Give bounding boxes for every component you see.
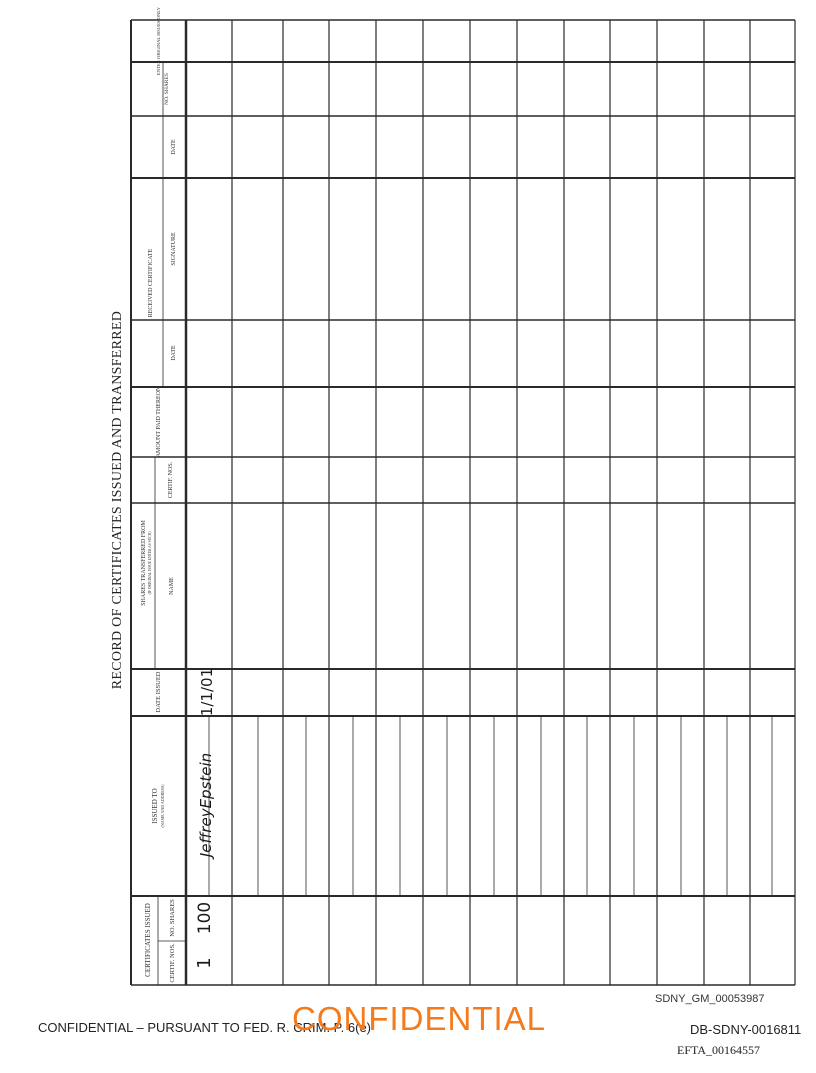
header-transfer-certif-nos: CERTIF. NOS. <box>168 461 174 499</box>
header-issued-to-sub: (NAME AND ADDRESS) <box>160 784 165 828</box>
header-enter-original-issues: ENTER ORIGINAL ISSUES ONLY <box>156 7 161 75</box>
header-shares-transferred-sub: (IF ORIGINAL ISSUE ENTER AS SUCH) <box>148 531 152 595</box>
entry-certif-no: 1 <box>194 957 215 969</box>
form-title: RECORD OF CERTIFICATES ISSUED AND TRANSFERRED <box>110 310 125 690</box>
header-surrendered-no-shares: NO. SHARES <box>164 73 170 105</box>
header-issued-to: ISSUED TO <box>151 788 159 824</box>
header-name: NAME <box>169 577 175 595</box>
entry-issued-to: JeffreyEpstein <box>197 752 215 858</box>
header-amount-paid: AMOUNT PAID THEREON <box>156 386 162 458</box>
bates-number-top: SDNY_GM_00053987 <box>655 993 765 1005</box>
legal-notice: CONFIDENTIAL – PURSUANT TO FED. R. CRIM. P. 6(e) <box>38 1020 372 1035</box>
entry-date-issued: 1/1/01 <box>198 667 216 717</box>
entry-no-shares: 100 <box>195 901 215 935</box>
header-surrendered-date: DATE <box>171 139 177 155</box>
header-certificates-issued: CERTIFICATES ISSUED <box>144 903 152 977</box>
efta-number: EFTA_00164557 <box>677 1043 761 1057</box>
header-no-shares: NO. SHARES <box>169 899 176 937</box>
header-date-issued: DATE ISSUED <box>155 671 162 713</box>
header-certif-nos: CERTIF. NOS. <box>169 943 176 983</box>
header-received-date: DATE <box>171 345 177 361</box>
header-shares-transferred-from: SHARES TRANSFERRED FROM <box>141 520 147 606</box>
header-received-certificate: RECEIVED CERTIFICATE <box>148 248 154 318</box>
bates-id: DB-SDNY-0016811 <box>690 1022 802 1037</box>
header-signature: SIGNATURE <box>171 232 177 266</box>
confidential-stamp: CONFIDENTIAL <box>292 1000 547 1037</box>
